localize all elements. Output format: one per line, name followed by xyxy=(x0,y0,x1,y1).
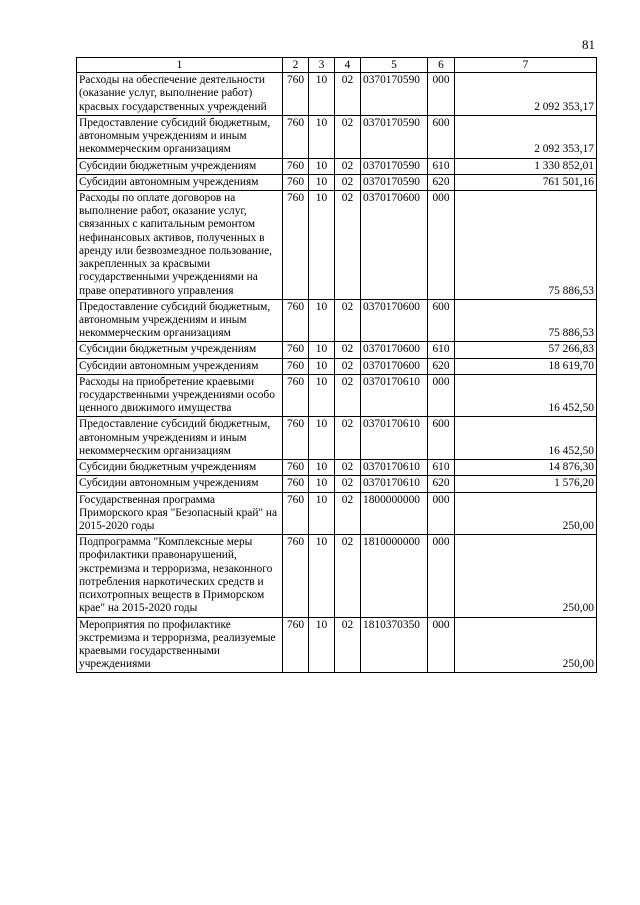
table-row xyxy=(77,115,597,158)
row-col5: 0370170600 xyxy=(361,190,428,299)
table-row xyxy=(77,535,597,617)
row-col6: 620 xyxy=(428,476,455,492)
row-col3: 10 xyxy=(309,476,335,492)
row-sum: 1 576,20 xyxy=(455,476,597,492)
row-col2: 760 xyxy=(283,174,309,190)
row-col3: 10 xyxy=(309,460,335,476)
row-col2: 760 xyxy=(283,492,309,535)
row-col5: 0370170590 xyxy=(361,115,428,158)
row-col2: 760 xyxy=(283,476,309,492)
row-col3: 10 xyxy=(309,115,335,158)
row-col4: 02 xyxy=(335,342,361,358)
header-cell: 3 xyxy=(309,58,335,73)
table-row xyxy=(77,374,597,417)
row-col4: 02 xyxy=(335,299,361,342)
row-col6: 000 xyxy=(428,374,455,417)
table-row xyxy=(77,299,597,342)
row-sum: 250,00 xyxy=(455,492,597,535)
row-name: Расходы по оплате договоров на выполнение работ, оказание услуг, связанных с капитальным ремонтом нефинансовых активов, полученных в аренду или безвозмездное пользование, закрепленных за красвыми государственными учреждениями на праве оперативного управления xyxy=(77,190,283,299)
row-sum: 761 501,16 xyxy=(455,174,597,190)
row-col4: 02 xyxy=(335,115,361,158)
row-name: Субсидии автономным учреждениям xyxy=(77,174,283,190)
table-row xyxy=(77,158,597,174)
row-col2: 760 xyxy=(283,158,309,174)
row-col2: 760 xyxy=(283,115,309,158)
row-col6: 620 xyxy=(428,358,455,374)
row-col2: 760 xyxy=(283,299,309,342)
row-sum: 250,00 xyxy=(455,535,597,617)
row-sum: 16 452,50 xyxy=(455,417,597,460)
row-col3: 10 xyxy=(309,535,335,617)
row-col5: 1810000000 xyxy=(361,535,428,617)
row-col4: 02 xyxy=(335,374,361,417)
row-col3: 10 xyxy=(309,342,335,358)
row-col4: 02 xyxy=(335,174,361,190)
row-col3: 10 xyxy=(309,174,335,190)
row-col3: 10 xyxy=(309,299,335,342)
table-row xyxy=(77,460,597,476)
row-col4: 02 xyxy=(335,535,361,617)
row-col5: 0370170590 xyxy=(361,73,428,116)
row-name: Субсидии бюджетным учреждениям xyxy=(77,158,283,174)
row-col6: 610 xyxy=(428,342,455,358)
row-col6: 610 xyxy=(428,158,455,174)
row-col5: 0370170590 xyxy=(361,158,428,174)
row-col5: 1810370350 xyxy=(361,617,428,673)
row-sum: 57 266,83 xyxy=(455,342,597,358)
row-col3: 10 xyxy=(309,417,335,460)
row-col5: 0370170600 xyxy=(361,358,428,374)
row-sum: 75 886,53 xyxy=(455,299,597,342)
row-col6: 600 xyxy=(428,299,455,342)
row-col4: 02 xyxy=(335,73,361,116)
row-name: Субсидии бюджетным учреждениям xyxy=(77,460,283,476)
table-row xyxy=(77,73,597,116)
budget-table xyxy=(76,57,597,673)
row-col6: 000 xyxy=(428,535,455,617)
row-col2: 760 xyxy=(283,190,309,299)
row-col5: 0370170600 xyxy=(361,299,428,342)
header-cell: 4 xyxy=(335,58,361,73)
row-col2: 760 xyxy=(283,358,309,374)
row-name: Расходы на приобретение краевыми государственными учреждениями особо ценного движимого имущества xyxy=(77,374,283,417)
table-row xyxy=(77,492,597,535)
row-col3: 10 xyxy=(309,73,335,116)
row-col6: 000 xyxy=(428,617,455,673)
table-row xyxy=(77,617,597,673)
row-col5: 0370170600 xyxy=(361,342,428,358)
row-col2: 760 xyxy=(283,535,309,617)
page-number: 81 xyxy=(582,37,595,52)
row-col5: 0370170590 xyxy=(361,174,428,190)
row-col4: 02 xyxy=(335,158,361,174)
row-col6: 000 xyxy=(428,73,455,116)
row-name: Предоставление субсидий бюджетным, автономным учреждениям и иным некоммерческим организациям xyxy=(77,417,283,460)
row-col2: 760 xyxy=(283,73,309,116)
row-col4: 02 xyxy=(335,417,361,460)
row-name: Предоставление субсидий бюджетным, автономным учреждениям и иным некоммерческим организациям xyxy=(77,115,283,158)
row-name: Предоставление субсидий бюджетным, автономным учреждениям и иным некоммерческим организациям xyxy=(77,299,283,342)
header-cell: 6 xyxy=(428,58,455,73)
row-col2: 760 xyxy=(283,460,309,476)
row-col3: 10 xyxy=(309,617,335,673)
row-col6: 610 xyxy=(428,460,455,476)
row-col2: 760 xyxy=(283,617,309,673)
row-col6: 600 xyxy=(428,115,455,158)
row-col3: 10 xyxy=(309,492,335,535)
header-cell: 5 xyxy=(361,58,428,73)
row-col4: 02 xyxy=(335,190,361,299)
row-col6: 000 xyxy=(428,190,455,299)
row-sum: 1 330 852,01 xyxy=(455,158,597,174)
row-col4: 02 xyxy=(335,460,361,476)
row-sum: 2 092 353,17 xyxy=(455,115,597,158)
table-row xyxy=(77,190,597,299)
row-col4: 02 xyxy=(335,617,361,673)
row-col5: 0370170610 xyxy=(361,476,428,492)
row-name: Расходы на обеспечение деятельности (оказание услуг, выполнение работ) красвых государственных учреждений xyxy=(77,73,283,116)
row-col4: 02 xyxy=(335,476,361,492)
table-row xyxy=(77,358,597,374)
row-name: Субсидии автономным учреждениям xyxy=(77,358,283,374)
row-col3: 10 xyxy=(309,190,335,299)
row-sum: 16 452,50 xyxy=(455,374,597,417)
row-col3: 10 xyxy=(309,358,335,374)
row-sum: 250,00 xyxy=(455,617,597,673)
row-col5: 0370170610 xyxy=(361,374,428,417)
row-sum: 75 886,53 xyxy=(455,190,597,299)
row-col2: 760 xyxy=(283,417,309,460)
row-col5: 0370170610 xyxy=(361,417,428,460)
header-cell: 7 xyxy=(455,58,597,73)
row-col6: 620 xyxy=(428,174,455,190)
row-name: Подпрограмма "Комплексные меры профилактики правонарушений, экстремизма и терроризма, незаконного потребления наркотических средств и психотропных веществ в Приморском крае" на 2015-2020 годы xyxy=(77,535,283,617)
header-row xyxy=(77,58,597,73)
row-col2: 760 xyxy=(283,342,309,358)
row-col3: 10 xyxy=(309,158,335,174)
row-sum: 2 092 353,17 xyxy=(455,73,597,116)
row-col2: 760 xyxy=(283,374,309,417)
row-col4: 02 xyxy=(335,358,361,374)
row-sum: 14 876,30 xyxy=(455,460,597,476)
row-sum: 18 619,70 xyxy=(455,358,597,374)
table-row xyxy=(77,417,597,460)
row-name: Государственная программа Приморского края "Безопасный край" на 2015-2020 годы xyxy=(77,492,283,535)
row-name: Мероприятия по профилактике экстремизма и терроризма, реализуемые краевыми государственными учреждениями xyxy=(77,617,283,673)
table-row xyxy=(77,342,597,358)
table-row xyxy=(77,174,597,190)
row-col3: 10 xyxy=(309,374,335,417)
row-col5: 0370170610 xyxy=(361,460,428,476)
row-col5: 1800000000 xyxy=(361,492,428,535)
row-col6: 600 xyxy=(428,417,455,460)
row-name: Субсидии бюджетным учреждениям xyxy=(77,342,283,358)
row-col4: 02 xyxy=(335,492,361,535)
header-cell: 2 xyxy=(283,58,309,73)
row-col6: 000 xyxy=(428,492,455,535)
header-cell: 1 xyxy=(77,58,283,73)
table-row xyxy=(77,476,597,492)
row-name: Субсидии автономным учреждениям xyxy=(77,476,283,492)
